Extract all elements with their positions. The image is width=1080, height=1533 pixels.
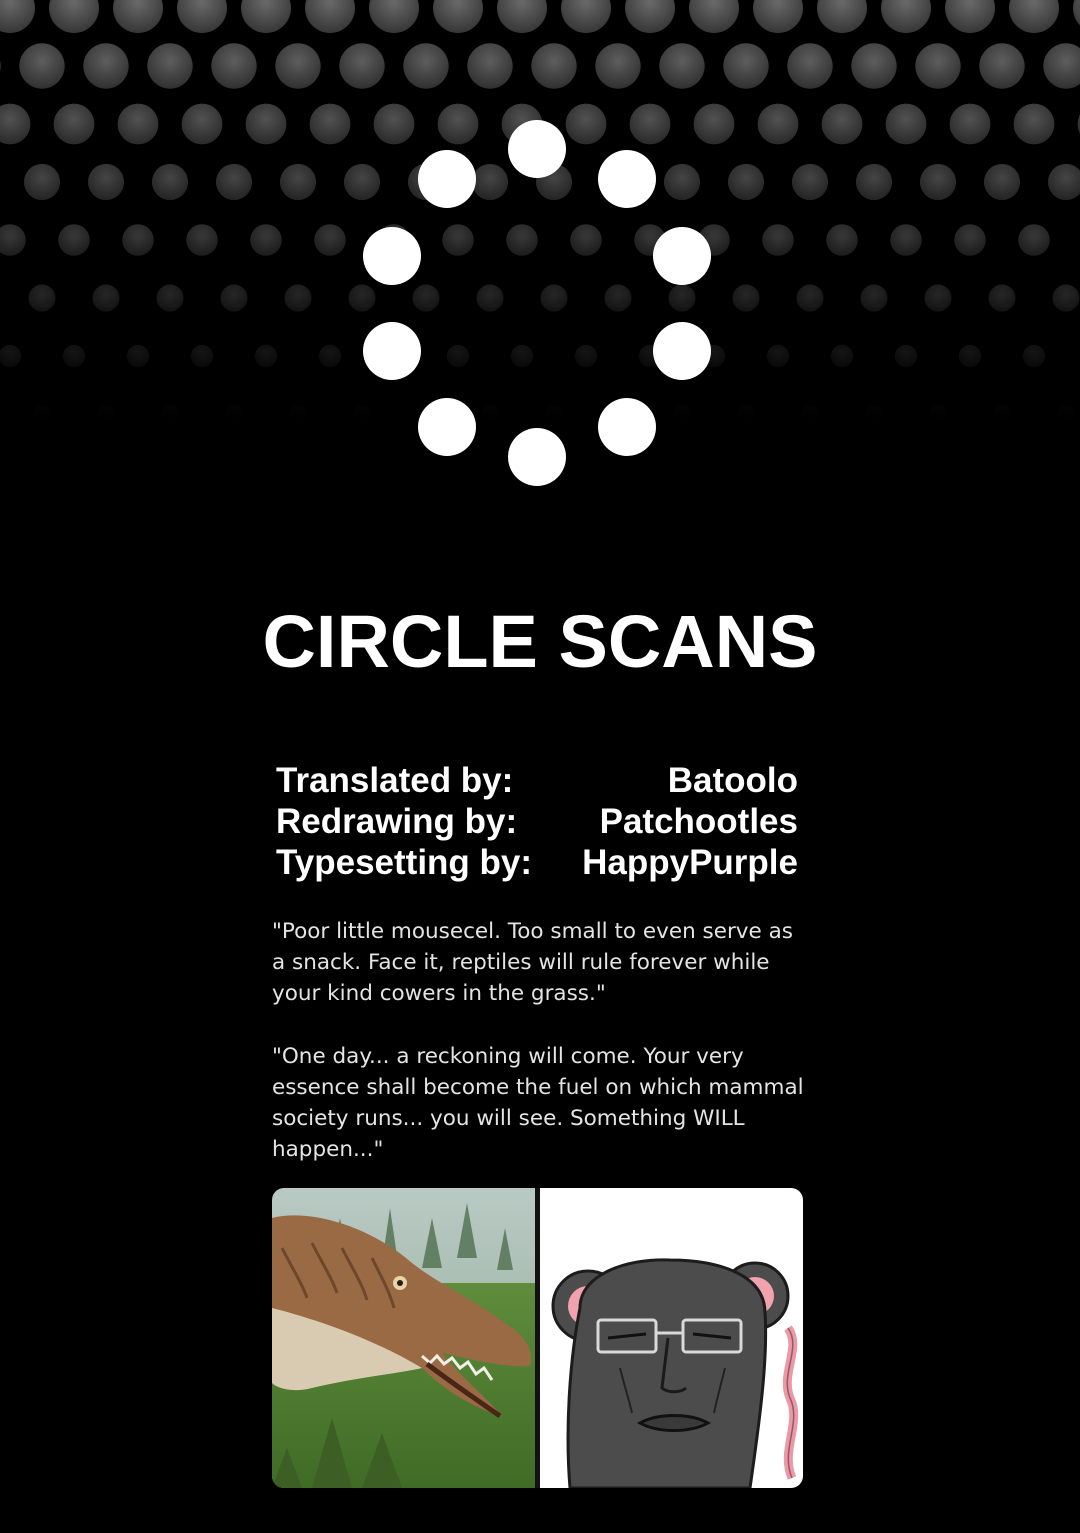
credit-role-label: Typesetting by: bbox=[276, 843, 533, 882]
credit-name: Batoolo bbox=[667, 761, 798, 800]
meme-image bbox=[272, 1188, 803, 1488]
credit-role-label: Translated by: bbox=[276, 761, 514, 800]
credit-role-label: Redrawing by: bbox=[276, 802, 518, 841]
rat-wojak-image bbox=[540, 1188, 803, 1488]
dotted-circle-logo-icon bbox=[0, 0, 1080, 520]
credit-row-translator bbox=[276, 760, 798, 801]
credit-name: HappyPurple bbox=[582, 843, 798, 882]
quote-mammal: "One day... a reckoning will come. Your very essence shall become the fuel on which mammal society runs... you will see. Something WILL happen..." bbox=[272, 1044, 804, 1162]
credit-row-redrawer bbox=[276, 801, 798, 842]
quote-reptile: "Poor little mousecel. Too small to even serve as a snack. Face it, reptiles will rule forever while your kind cowers in the grass." bbox=[272, 919, 793, 1006]
credits-list bbox=[276, 760, 798, 883]
page-title: CIRCLE SCANS bbox=[262, 600, 818, 683]
credit-name: Patchootles bbox=[599, 802, 798, 841]
credit-row-typesetter bbox=[276, 842, 798, 883]
dinosaur-image bbox=[272, 1188, 535, 1488]
